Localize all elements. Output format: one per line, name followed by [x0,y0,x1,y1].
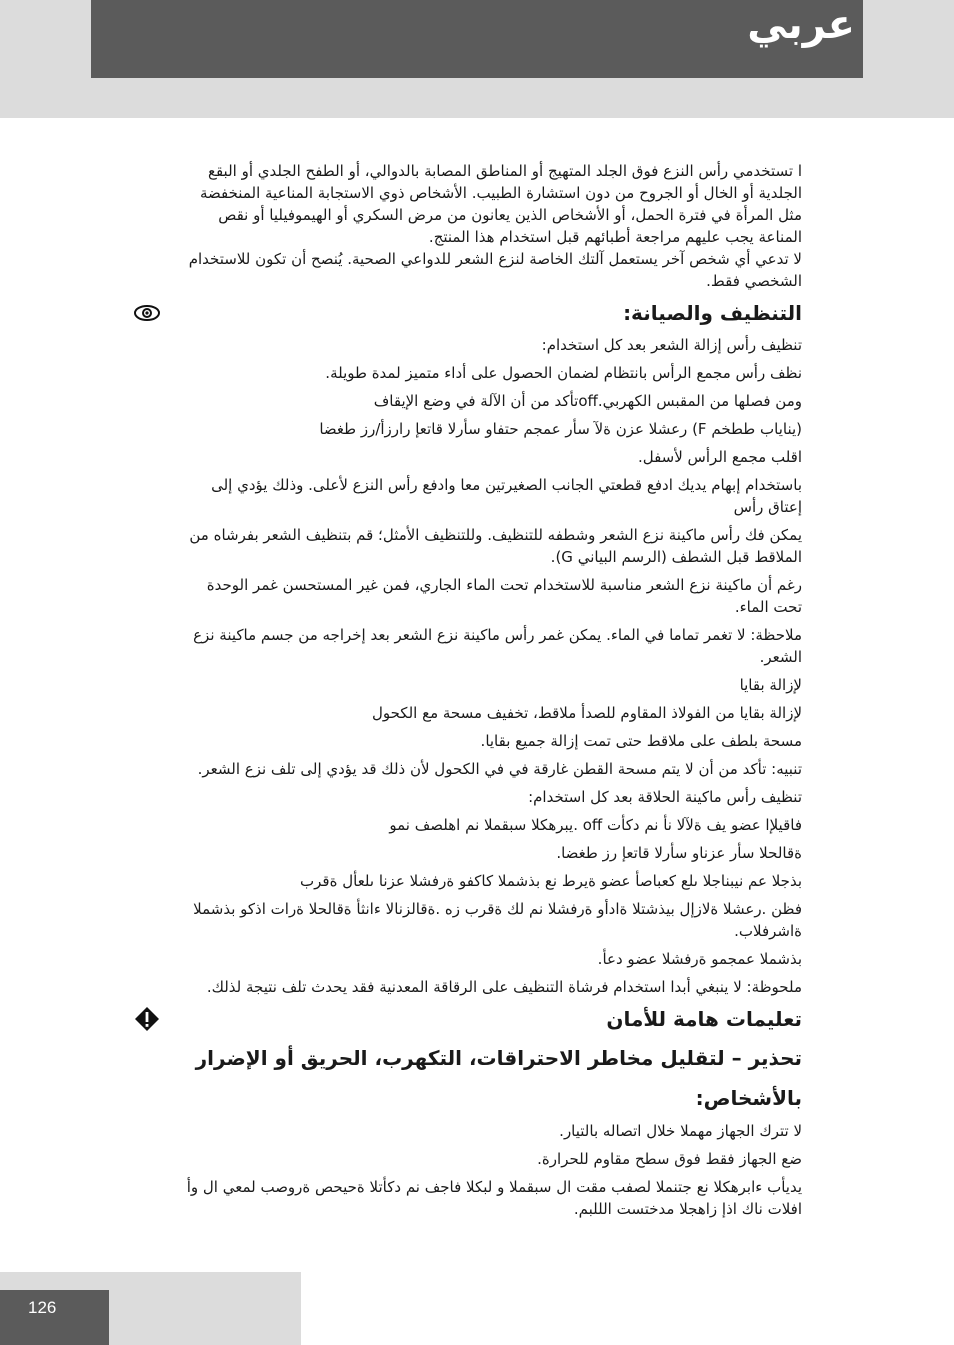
intro-paragraph-2: لا تدعي أي شخص آخر يستعمل آلتك الخاصة لنزع الشعر للدواعي الصحية. يُنصح أن تكون للاستخدام الشخصي فقط. [188,250,802,290]
residue-step-1: لإزالة بقايا من الفولاذ المقاوم للصدأ ملاقط، تخفيف مسحة مع الكحول [371,704,802,722]
eye-icon [134,300,160,326]
residue-title: لإزالة بقايا [739,676,802,694]
shaver-step-4: فظن .رعشلا ةلازإل بيذشتلا ةادأو ةرفشلا نم لك ةقرب زه .ةقالزنالا ءانثأ ةقالحلا ةرات اذكو بذشملا ةاشرفلاب. [193,900,802,940]
intro-paragraph-1: ا تستخدمي رأس النزع فوق الجلد المتهيج أو المناطق المصابة بالدوالي، أو الطفح الجلدي أو البقع الجلدية أو الخال أو الجروح من دون استشارة الطبيب. الأشخاص ذوي الاستجابة المناعية المنخفضة مثل المرأة في فترة الحمل، أو الأشخاص الذين يعانون من مرض السكري أو الهيموفيليا أو نقص المناعة يجب عليهم مراجعة أطبائهم قبل استخدام هذا المنتج. [199,162,802,246]
safety-item-3: يديأب ءابرهكلا نع جتنملا لصفب مقت ال سبقملا و لبكلا فاجف نم دكأتلا ةحيحص ةروصب لمعي ال وأ افلات ناك اذإ زاهجلا مدختست الللبم. [186,1178,802,1218]
shaver-step-5: بذشملا عمجمو ةرفشلا عضو دعأ. [597,950,802,968]
cleaning-heading [180,298,802,328]
cleaning-step-7: يمكن فك رأس ماكينة نزع الشعر وشطفه للتنظيف. وللتنظيف الأمثل؛ قم بتنظيف الشعر بفرشاه من الملاقط قبل الشطف (الرسم البياني G). [189,526,802,566]
residue-step-2: مسحة بلطف على ملاقط حتى تمت إزالة جميع بقايا. [480,732,802,750]
cleaning-step-8: رغم أن ماكينة نزع الشعر مناسبة للاستخدام تحت الماء الجاري، فمن غير المستحسن غمر الوحدة تحت الماء. [206,576,802,616]
cleaning-step-2: نظف رأس مجمع الرأس بانتظام لضمان الحصول على أداء متميز لمدة طويلة. [325,364,802,382]
shaver-step-3: بذجلا عم نيبناجلا ىلع كعباصأ عضو ةيرط نع بذشملا كاكفو ةرفشلا عزنا ىلعأل ةقرب [300,872,802,890]
exclamation-icon [134,1006,160,1032]
cleaning-step-5: اقلب مجمع الرأس لأسفل. [637,448,802,466]
header-bar [91,0,863,78]
shaver-step-2: ةقالحلا سأر عزناو سأرلا قاتعإ رز طغضا. [556,844,802,862]
cleaning-step-3: ومن فصلها من المقبس الكهربي.offتأكد من أن الآلة في وضع الإيقاف [373,392,802,410]
safety-heading [180,1004,802,1034]
document-body [180,160,802,1226]
safety-heading-text: تعليمات هامة للأمان [606,1007,802,1031]
shaver-cleaning-title: تنظيف رأس ماكينة الحلاقة بعد كل استخدام: [528,788,802,806]
safety-item-1: لا تترك الجهاز مهملا خلال اتصاله بالتيار. [559,1122,802,1140]
warning-heading-line-1: تحذير – لتقليل مخاطر الاحتراقات، التكهرب، الحريق أو الإضرار [195,1046,802,1070]
page-number-box [0,1290,109,1345]
residue-caution: تنبيه: تأكد من أن لا يتم مسحة القطن غارقة في في الكحول لأن ذلك قد يؤدي إلى تلف نزع الشعر. [197,760,802,778]
cleaning-step-1: تنظيف رأس إزالة الشعر بعد كل استخدام: [541,336,802,354]
page-title: عربي [747,2,855,48]
shaver-step-1: فاقيلإا عضو يف ةلآلا نأ نم دكأت off .يبرهكلا سبقملا نم اهلصف نمو [389,816,802,834]
shaver-note: ملحوظة: لا ينبغي أبدا استخدام فرشاة التنظيف على الرقاقة المعدنية فقد يحدث تلف نتيجة لذلك. [206,978,802,996]
cleaning-step-4: (يناياب ططخم F) رعشلا عزن ةلآ سأر عمجم حتفاو سأرلا قاتعإ رارزأ/رز طغضا [319,420,802,438]
page-number: 126 [28,1298,57,1317]
cleaning-note: ملاحظة: لا تغمر تماما في الماء. يمكن غمر رأس ماكينة نزع الشعر بعد إخراجه من جسم ماكينة نزع الشعر. [193,626,802,666]
cleaning-heading-text: التنظيف والصيانة: [623,301,802,325]
cleaning-step-6: باستخدام إبهام يديك ادفع قطعتي الجانب الصغيرتين معا وادفع رأس النزع لأعلى. وذلك يؤدي إلى إعتاق رأس [211,476,802,516]
safety-item-2: ضع الجهاز فقط فوق سطح مقاوم للحرارة. [537,1150,802,1168]
warning-heading-line-2: بالأشخاص: [695,1086,802,1110]
